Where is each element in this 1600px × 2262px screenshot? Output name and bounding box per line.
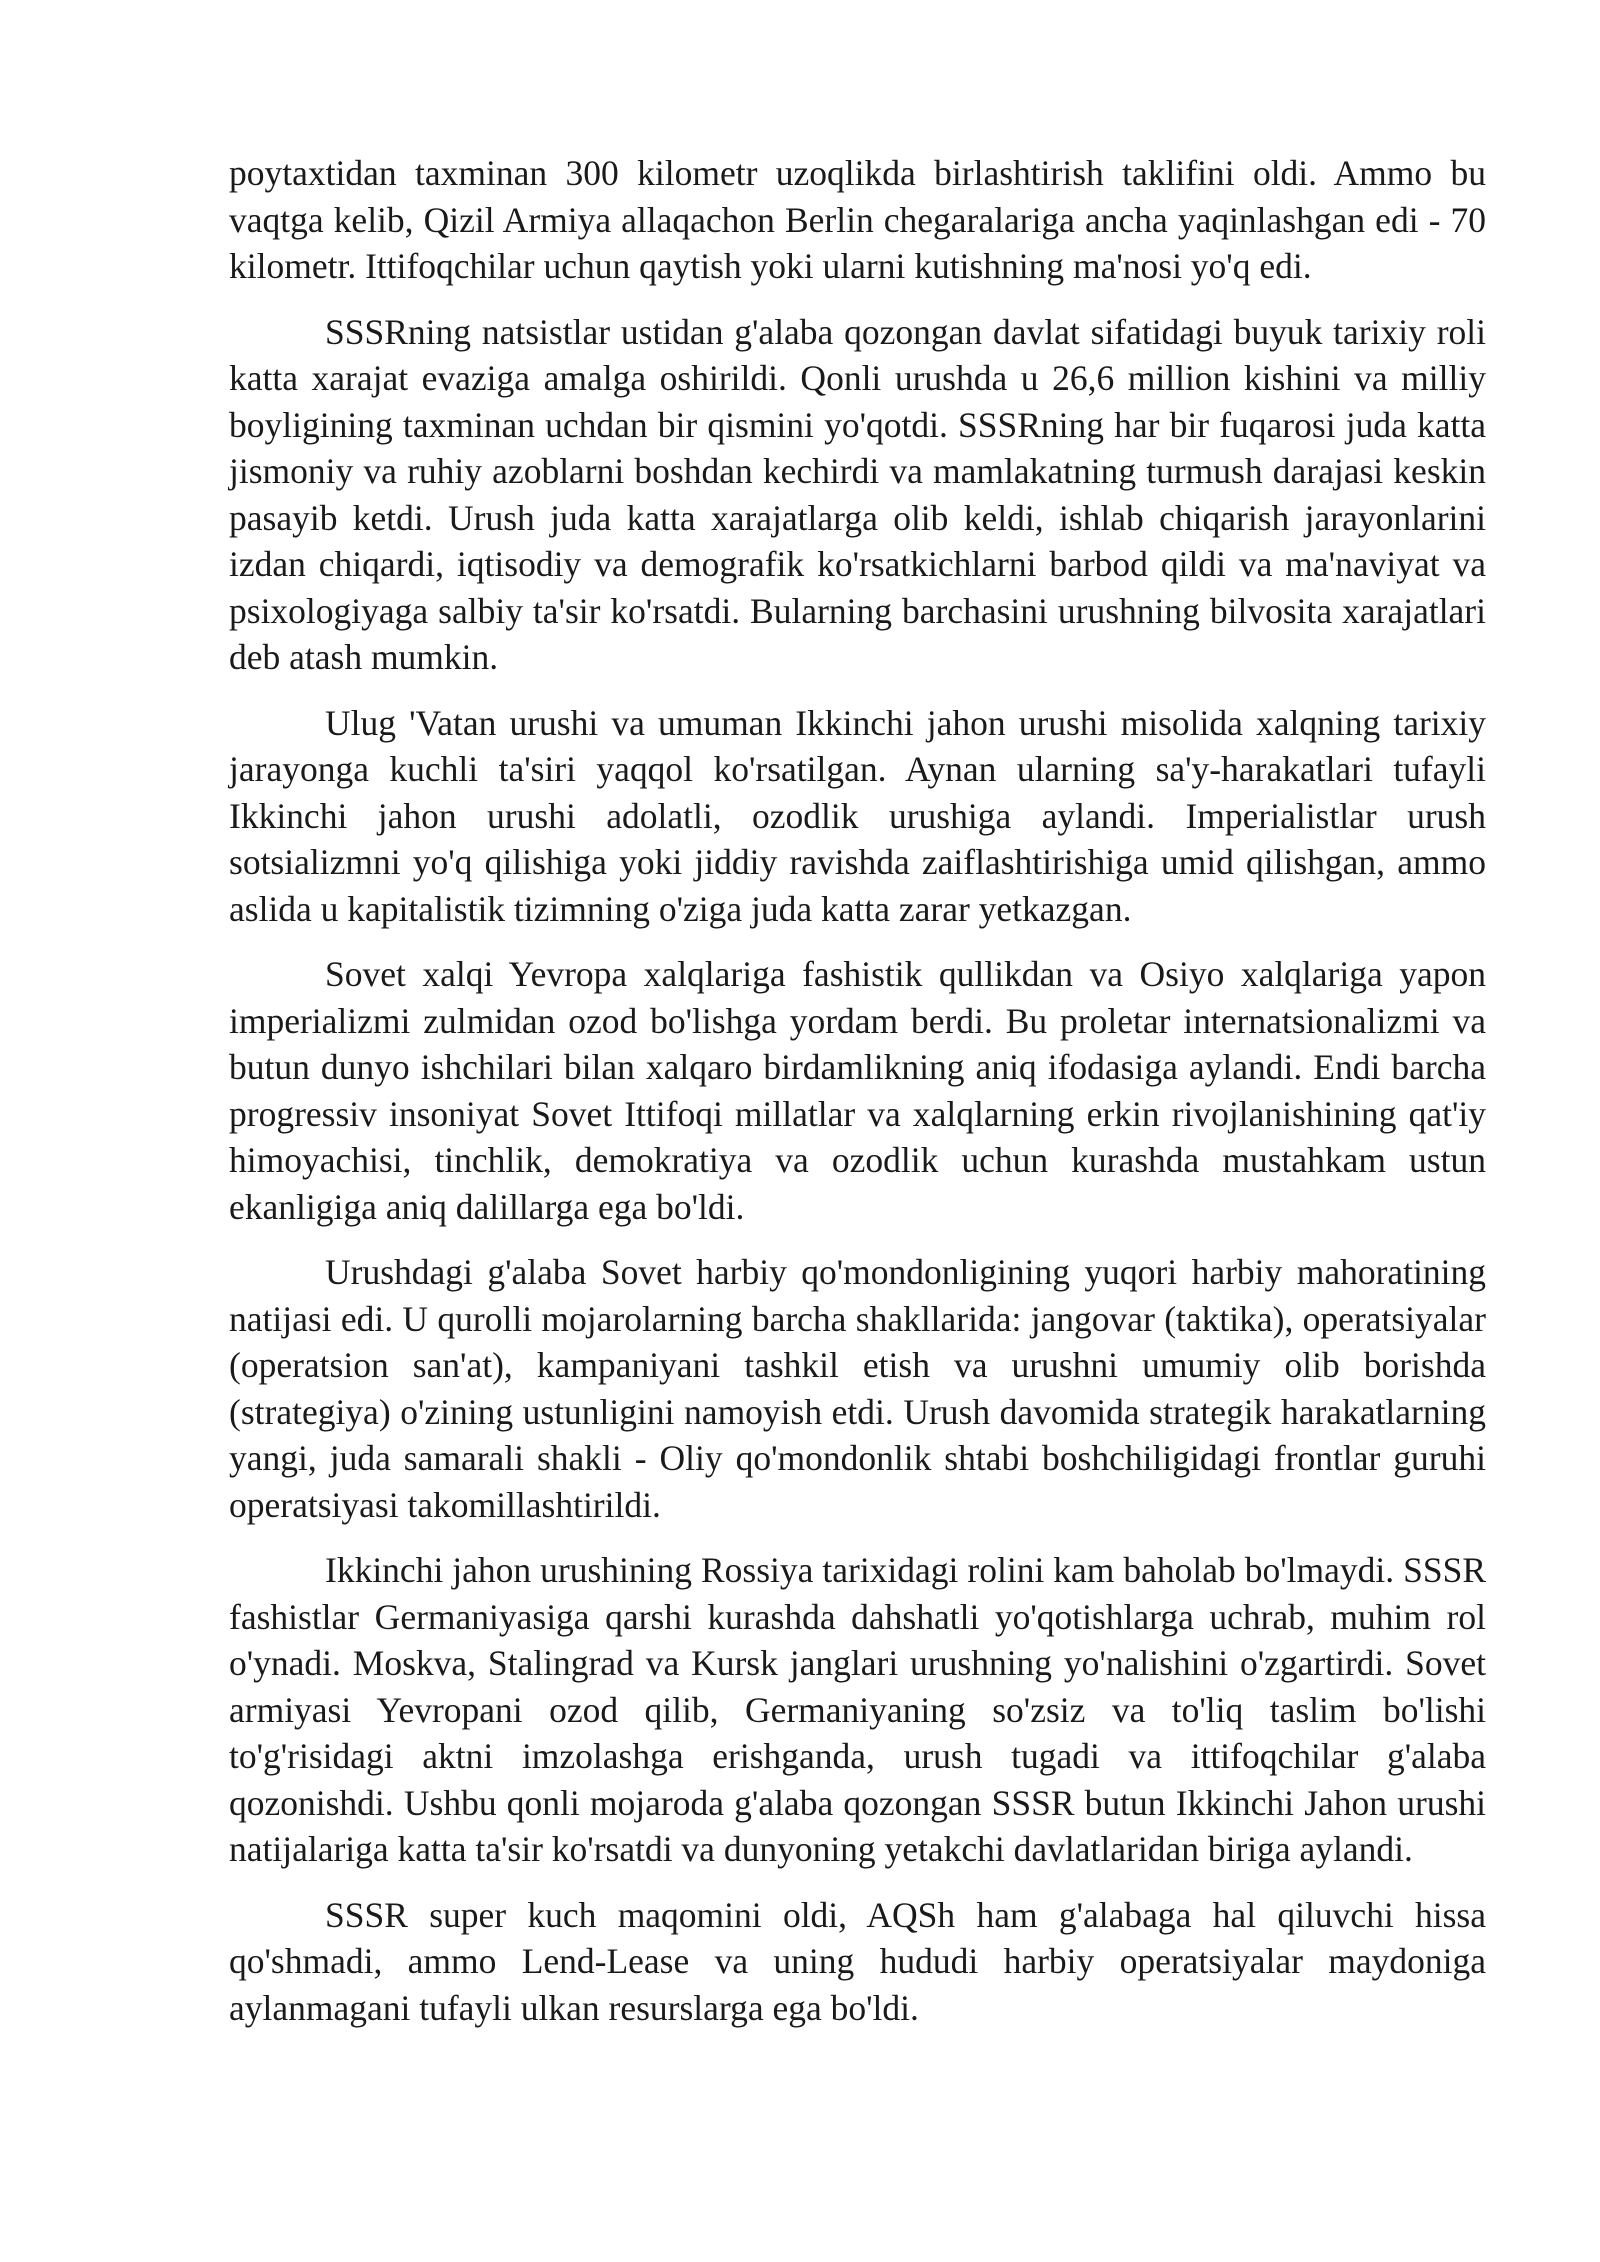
paragraph-1: poytaxtidan taxminan 300 kilometr uzoqlikda birlashtirish taklifini oldi. Ammo bu vaqtga kelib, Qizil Armiya allaqachon Berlin chegaralariga ancha yaqinlashgan edi - 70 kilometr. Ittifoqchilar uchun qaytish yoki ularni kutishning ma'nosi yo'q edi. xyxy=(229,153,1486,286)
paragraph-3: Ulug 'Vatan urushi va umuman Ikkinchi jahon urushi misolida xalqning tarixiy jarayonga kuchli ta'siri yaqqol ko'rsatilgan. Aynan ularning sa'y-harakatlari tufayli Ikkinchi jahon urushi adolatli, ozodlik urushiga aylandi. Imperialistlar urush sotsializmni yo'q qilishiga yoki jiddiy ravishda zaiflashtirishiga umid qilishgan, ammo aslida u kapitalistik tizimning o'ziga juda katta zarar yetkazgan. xyxy=(229,702,1486,929)
paragraph-4: Sovet xalqi Yevropa xalqlariga fashistik qullikdan va Osiyo xalqlariga yapon imperializmi zulmidan ozod bo'lishga yordam berdi. Bu proletar internatsionalizmi va butun dunyo ishchilari bilan xalqaro birdamlikning aniq ifodasiga aylandi. Endi barcha progressiv insoniyat Sovet Ittifoqi millatlar va xalqlarning erkin rivojlanishining qat'iy himoyachisi, tinchlik, demokratiya va ozodlik uchun kurashda mustahkam ustun ekanligiga aniq dalillarga ega bo'ldi. xyxy=(229,954,1486,1227)
document-page xyxy=(229,150,1486,2050)
paragraph-7: SSSR super kuch maqomini oldi, AQSh ham g'alabaga hal qiluvchi hissa qo'shmadi, ammo Lend-Lease va uning hududi harbiy operatsiyalar maydoniga aylanmagani tufayli ulkan resurslarga ega bo'ldi. xyxy=(229,1894,1486,2028)
paragraph-2: SSSRning natsistlar ustidan g'alaba qozongan davlat sifatidagi buyuk tarixiy roli katta xarajat evaziga amalga oshirildi. Qonli urushda u 26,6 million kishini va milliy boyligining taxminan uchdan bir qismini yo'qotdi. SSSRning har bir fuqarosi juda katta jismoniy va ruhiy azoblarni boshdan kechirdi va mamlakatning turmush darajasi keskin pasayib ketdi. Urush juda katta xarajatlarga olib keldi, ishlab chiqarish jarayonlarini izdan chiqardi, iqtisodiy va demografik ko'rsatkichlarni barbod qildi va ma'naviyat va psixologiyaga salbiy ta'sir ko'rsatdi. Bularning barchasini urushning bilvosita xarajatlari deb atash mumkin. xyxy=(229,311,1486,677)
paragraph-6: Ikkinchi jahon urushining Rossiya tarixidagi rolini kam baholab bo'lmaydi. SSSR fashistlar Germaniyasiga qarshi kurashda dahshatli yo'qotishlarga uchrab, muhim rol o'ynadi. Moskva, Stalingrad va Kursk janglari urushning yo'nalishini o'zgartirdi. Sovet armiyasi Yevropani ozod qilib, Germaniyaning so'zsiz va to'liq taslim bo'lishi to'g'risidagi aktni imzolashga erishganda, urush tugadi va ittifoqchilar g'alaba qozonishdi. Ushbu qonli mojaroda g'alaba qozongan SSSR butun Ikkinchi Jahon urushi natijalariga katta ta'sir ko'rsatdi va dunyoning yetakchi davlatlaridan biriga aylandi. xyxy=(229,1550,1486,1869)
paragraph-5: Urushdagi g'alaba Sovet harbiy qo'mondonligining yuqori harbiy mahoratining natijasi edi. U qurolli mojarolarning barcha shakllarida: jangovar (taktika), operatsiyalar (operatsion san'at), kampaniyani tashkil etish va urushni umumiy olib borishda (strategiya) o'zining ustunligini namoyish etdi. Urush davomida strategik harakatlarning yangi, juda samarali shakli - Oliy qo'mondonlik shtabi boshchiligidagi frontlar guruhi operatsiyasi takomillashtirildi. xyxy=(229,1252,1486,1525)
